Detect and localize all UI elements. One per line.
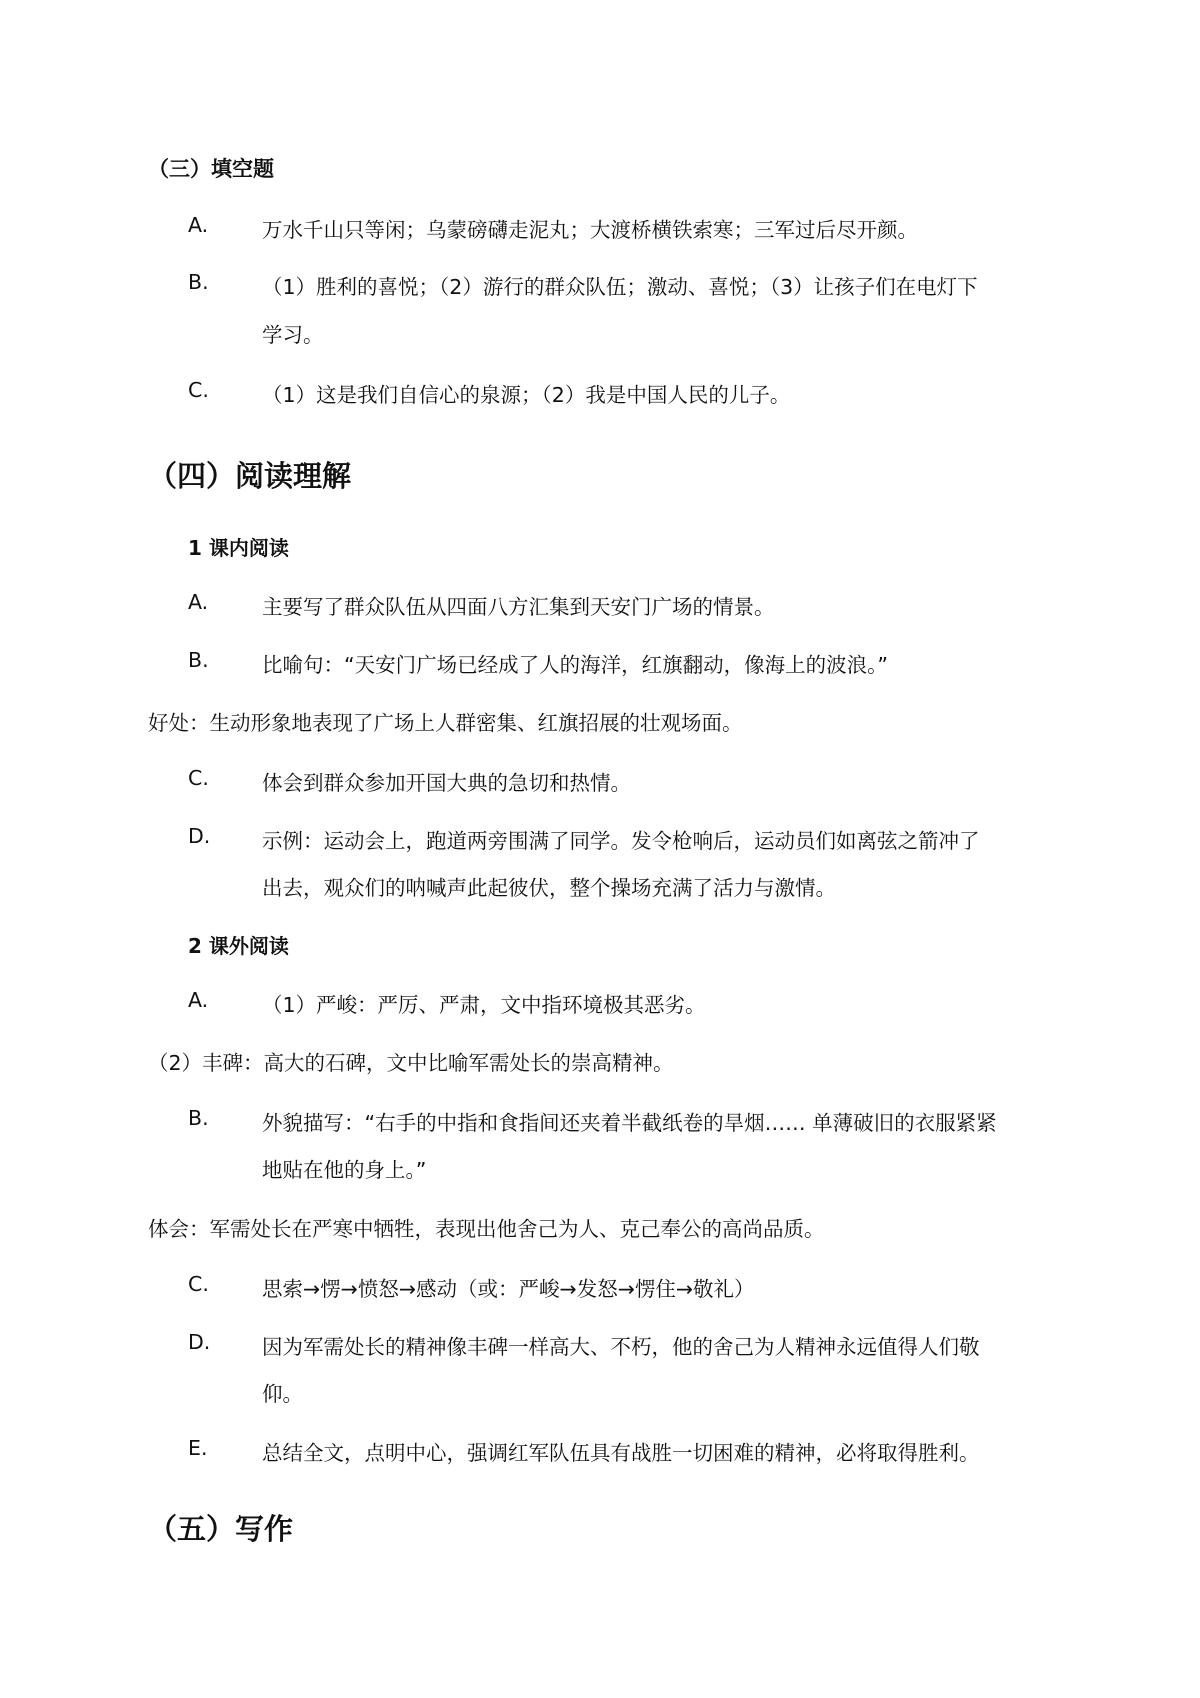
item-letter: C. <box>188 1272 209 1296</box>
item-letter: A. <box>188 590 209 614</box>
item-text: 比喻句：“天安门广场已经成了人的海洋，红旗翻动，像海上的波浪。” <box>262 653 888 677</box>
section4-part1-heading: 1 课内阅读 <box>188 536 289 560</box>
item-letter: A. <box>188 213 209 237</box>
item-letter: D. <box>188 1330 211 1354</box>
item-letter: A. <box>188 988 209 1012</box>
part1-item-d-continuation: 出去，观众们的呐喊声此起彼伏，整个操场充满了活力与激情。 <box>262 876 836 900</box>
section4-part2-heading: 2 课外阅读 <box>188 934 289 958</box>
item-text: （1）这是我们自信心的泉源；（2）我是中国人民的儿子。 <box>262 383 791 407</box>
item-letter: C. <box>188 378 209 402</box>
section3-item-b-continuation: 学习。 <box>262 323 324 347</box>
item-letter: C. <box>188 766 209 790</box>
part1-item-b-note: 好处：生动形象地表现了广场上人群密集、红旗招展的壮观场面。 <box>148 711 743 735</box>
item-text: 外貌描写：“右手的中指和食指间还夹着半截纸卷的旱烟…… 单薄破旧的衣服紧紧 <box>262 1111 997 1135</box>
item-text: 总结全文，点明中心，强调红军队伍具有战胜一切困难的精神，必将取得胜利。 <box>262 1441 980 1465</box>
item-text: 万水千山只等闲；乌蒙磅礴走泥丸；大渡桥横铁索寒；三军过后尽开颜。 <box>262 218 918 242</box>
section3-heading: （三）填空题 <box>148 157 274 181</box>
item-text: （1）严峻：严厉、严肃，文中指环境极其恶劣。 <box>262 993 706 1017</box>
item-text: 因为军需处长的精神像丰碑一样高大、不朽，他的舍己为人精神永远值得人们敬 <box>262 1335 980 1359</box>
item-text: 主要写了群众队伍从四面八方汇集到天安门广场的情景。 <box>262 595 775 619</box>
section4-heading: （四）阅读理解 <box>148 459 352 493</box>
section5-heading: （五）写作 <box>148 1512 294 1546</box>
item-text: （1）胜利的喜悦；（2）游行的群众队伍；激动、喜悦；（3）让孩子们在电灯下 <box>262 275 978 299</box>
item-text: 示例：运动会上，跑道两旁围满了同学。发令枪响后，运动员们如离弦之箭冲了 <box>262 829 980 853</box>
item-letter: B. <box>188 648 209 672</box>
item-letter: E. <box>188 1436 208 1460</box>
item-letter: B. <box>188 1106 209 1130</box>
part2-item-b-continuation: 地贴在他的身上。” <box>262 1158 427 1182</box>
part2-item-b-note: 体会：军需处长在严寒中牺牲，表现出他舍己为人、克己奉公的高尚品质。 <box>148 1217 825 1241</box>
item-letter: D. <box>188 824 211 848</box>
part2-item-a-note: （2）丰碑：高大的石碑，文中比喻军需处长的崇高精神。 <box>148 1051 674 1075</box>
item-text: 体会到群众参加开国大典的急切和热情。 <box>262 771 631 795</box>
part2-item-d-continuation: 仰。 <box>262 1382 303 1406</box>
item-text: 思索→愣→愤怒→感动（或：严峻→发怒→愣住→敬礼） <box>262 1277 755 1301</box>
item-letter: B. <box>188 270 209 294</box>
